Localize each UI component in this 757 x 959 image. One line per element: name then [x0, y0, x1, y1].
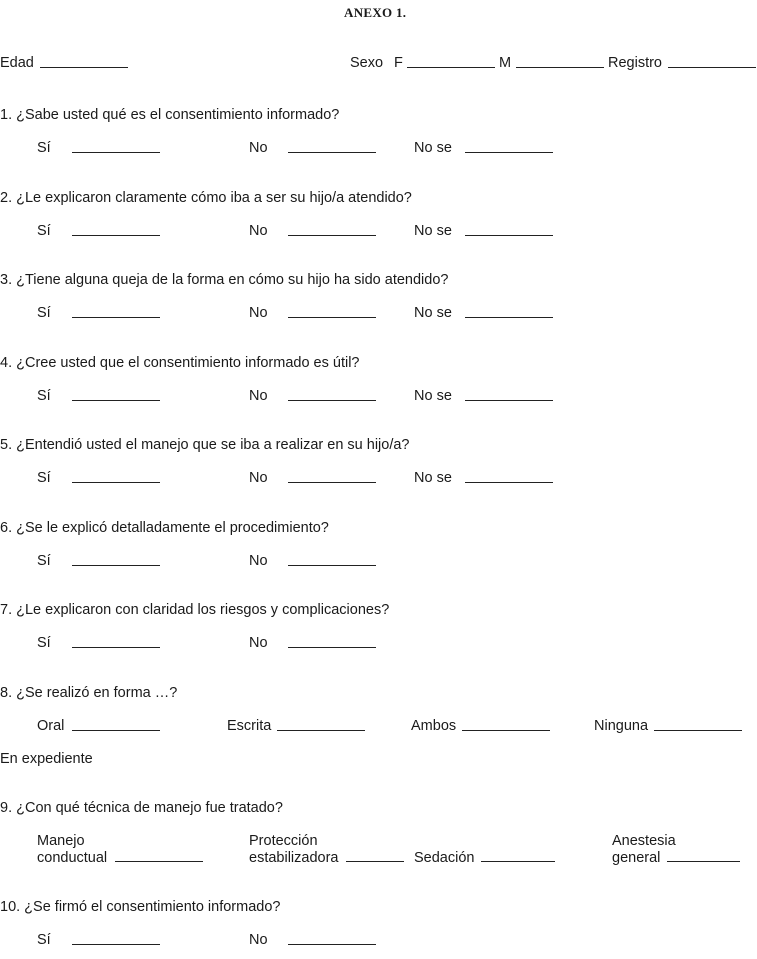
- page-title: ANEXO 1.: [344, 5, 407, 20]
- q8-option-escrita: Escrita: [227, 718, 272, 734]
- q1-option-si: Sí: [37, 140, 51, 156]
- question-4: 4. ¿Cree usted que el consentimiento informado es útil?: [0, 355, 360, 371]
- q5-option-no: No: [249, 470, 268, 486]
- q8-ninguna-answer-line[interactable]: [654, 730, 742, 731]
- q4-option-no: No: [249, 388, 268, 404]
- sexo-f-field[interactable]: [407, 67, 495, 68]
- q5-option-nose: No se: [414, 470, 452, 486]
- q6-no-answer-line[interactable]: [288, 565, 376, 566]
- q9-manejo-answer-line[interactable]: [115, 861, 203, 862]
- q9-option-anestesia-line1: Anestesia: [612, 833, 676, 849]
- q10-option-no: No: [249, 932, 268, 948]
- q9-option-manejo-line2: conductual: [37, 850, 108, 866]
- q8-note: En expediente: [0, 751, 93, 767]
- q1-nose-answer-line[interactable]: [465, 152, 553, 153]
- q6-option-no: No: [249, 553, 268, 569]
- q2-si-answer-line[interactable]: [72, 235, 160, 236]
- q7-no-answer-line[interactable]: [288, 647, 376, 648]
- question-5: 5. ¿Entendió usted el manejo que se iba a realizar en su hijo/a?: [0, 437, 410, 453]
- question-3: 3. ¿Tiene alguna queja de la forma en cómo su hijo ha sido atendido?: [0, 272, 449, 288]
- q9-option-sedacion: Sedación: [414, 850, 475, 866]
- q9-sedacion-answer-line[interactable]: [481, 861, 555, 862]
- q5-nose-answer-line[interactable]: [465, 482, 553, 483]
- q4-option-si: Sí: [37, 388, 51, 404]
- q8-oral-answer-line[interactable]: [72, 730, 160, 731]
- q1-option-nose: No se: [414, 140, 452, 156]
- question-2: 2. ¿Le explicaron claramente cómo iba a ser su hijo/a atendido?: [0, 190, 412, 206]
- q5-no-answer-line[interactable]: [288, 482, 376, 483]
- q2-nose-answer-line[interactable]: [465, 235, 553, 236]
- registro-field[interactable]: [668, 67, 756, 68]
- question-10: 10. ¿Se firmó el consentimiento informado?: [0, 899, 281, 915]
- question-7: 7. ¿Le explicaron con claridad los riesgos y complicaciones?: [0, 602, 390, 618]
- q2-option-nose: No se: [414, 223, 452, 239]
- q7-si-answer-line[interactable]: [72, 647, 160, 648]
- q9-option-anestesia-line2: general: [612, 850, 661, 866]
- q9-anestesia-answer-line[interactable]: [667, 861, 740, 862]
- q10-si-answer-line[interactable]: [72, 944, 160, 945]
- q1-si-answer-line[interactable]: [72, 152, 160, 153]
- question-9: 9. ¿Con qué técnica de manejo fue tratado?: [0, 800, 283, 816]
- q3-option-nose: No se: [414, 305, 452, 321]
- q6-si-answer-line[interactable]: [72, 565, 160, 566]
- q4-nose-answer-line[interactable]: [465, 400, 553, 401]
- q9-option-manejo-line1: Manejo: [37, 833, 85, 849]
- q4-si-answer-line[interactable]: [72, 400, 160, 401]
- q10-no-answer-line[interactable]: [288, 944, 376, 945]
- q4-no-answer-line[interactable]: [288, 400, 376, 401]
- q9-proteccion-answer-line[interactable]: [346, 861, 404, 862]
- question-1: 1. ¿Sabe usted qué es el consentimiento informado?: [0, 107, 340, 123]
- q3-option-no: No: [249, 305, 268, 321]
- q3-no-answer-line[interactable]: [288, 317, 376, 318]
- q5-option-si: Sí: [37, 470, 51, 486]
- q3-nose-answer-line[interactable]: [465, 317, 553, 318]
- q9-option-proteccion-line1: Protección: [249, 833, 318, 849]
- q8-option-ninguna: Ninguna: [594, 718, 649, 734]
- q8-escrita-answer-line[interactable]: [277, 730, 365, 731]
- q3-option-si: Sí: [37, 305, 51, 321]
- question-8: 8. ¿Se realizó en forma …?: [0, 685, 178, 701]
- edad-label: Edad: [0, 55, 34, 71]
- q3-si-answer-line[interactable]: [72, 317, 160, 318]
- q7-option-si: Sí: [37, 635, 51, 651]
- sexo-label: Sexo: [350, 55, 384, 71]
- q1-option-no: No: [249, 140, 268, 156]
- sexo-f-label: F: [394, 55, 403, 71]
- q2-no-answer-line[interactable]: [288, 235, 376, 236]
- q8-option-oral: Oral: [37, 718, 65, 734]
- q7-option-no: No: [249, 635, 268, 651]
- sexo-m-field[interactable]: [516, 67, 604, 68]
- edad-field[interactable]: [40, 67, 128, 68]
- q2-option-no: No: [249, 223, 268, 239]
- sexo-m-label: M: [499, 55, 512, 71]
- q8-ambos-answer-line[interactable]: [462, 730, 550, 731]
- q10-option-si: Sí: [37, 932, 51, 948]
- q2-option-si: Sí: [37, 223, 51, 239]
- q6-option-si: Sí: [37, 553, 51, 569]
- registro-label: Registro: [608, 55, 662, 71]
- q5-si-answer-line[interactable]: [72, 482, 160, 483]
- q1-no-answer-line[interactable]: [288, 152, 376, 153]
- q4-option-nose: No se: [414, 388, 452, 404]
- q9-option-proteccion-line2: estabilizadora: [249, 850, 339, 866]
- question-6: 6. ¿Se le explicó detalladamente el procedimiento?: [0, 520, 329, 536]
- q8-option-ambos: Ambos: [411, 718, 457, 734]
